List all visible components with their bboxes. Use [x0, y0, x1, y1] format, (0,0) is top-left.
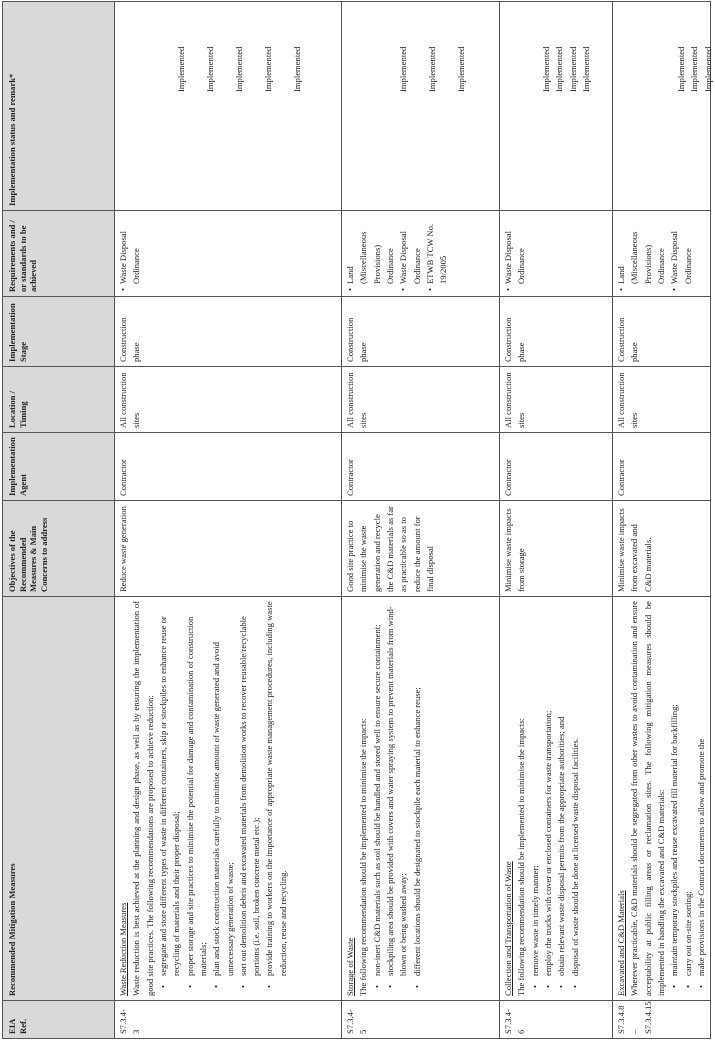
measure-intro: Wherever practicable, C&D materials should be segregated from other wastes to avoid contamination and ensure acceptability at public filling areas or reclamation sites. The following mitigation measures should be implemented in handling the excavated and C&D materials:: [629, 601, 666, 996]
status-text: Implemented: [554, 46, 565, 92]
location-cell: All construction sites: [115, 367, 342, 433]
list-item: • make provisions in the Contract documents to allow and promote the: [695, 601, 708, 976]
list-item: • provide training to workers on the importance of appropriate waste management procedures, including waste reduction, reuse and recycling.: [263, 601, 290, 976]
status-cell: [342, 2, 500, 211]
header-row: [3, 2, 115, 1039]
measure-intro: The following recommendation should be implemented to minimise the impacts:: [358, 717, 369, 996]
list-item: • carry out on-site sorting;: [682, 601, 695, 976]
measure-title: Collection and Transportation of Waste: [503, 861, 513, 996]
table-row: [342, 2, 500, 1039]
measure-title: Waste Reduction Measures: [118, 902, 128, 996]
ref-cell: S7.3.4-3: [115, 1001, 342, 1039]
requirement-item: • Waste Disposal Ordinance: [502, 215, 529, 284]
list-item: • proper storage and site practices to minimise the potential for damage and contamination of construction materials;: [184, 601, 211, 976]
table-row: [613, 2, 711, 1039]
objectives-cell: Good site practice to minimise the waste generation and recycle the C&D materials as far as practicable so as to reduce the amount for final disposal: [342, 501, 500, 597]
measure-intro: The following recommendation should be implemented to minimise the impacts:: [516, 717, 527, 996]
status-text: Implemented: [676, 46, 686, 92]
table-row: [115, 2, 342, 1039]
status-text: Implemented: [233, 46, 244, 92]
status-text: Implemented: [262, 46, 273, 92]
list-item: • employ the trucks with cover or enclosed containers for waste transportation;: [542, 601, 555, 976]
measure-bullets: [529, 601, 582, 996]
status-text: Implemented: [398, 46, 408, 92]
requirements-cell: [342, 211, 500, 297]
measures-cell: [500, 597, 613, 1001]
requirements-cell: [500, 211, 613, 297]
objectives-cell: Minimise waste impacts from storage: [500, 501, 613, 597]
requirement-item: • Land (Miscellaneous Provisions) Ordinance: [344, 215, 397, 284]
status-text: Implemented: [176, 46, 186, 92]
status-text: Implemented: [580, 46, 591, 92]
stage-cell: Construction phase: [500, 297, 613, 367]
status-text: Implemented: [455, 46, 466, 92]
agent-cell: Contractor: [500, 433, 613, 501]
list-item: • remove waste in timely manner;: [529, 601, 542, 976]
header-stage: Implementation Stage: [3, 297, 115, 367]
header-agent: Implementation Agent: [3, 433, 115, 501]
list-item: • obtain relevant waste disposal permits from the appropriate authorities; and: [555, 601, 568, 976]
requirements-cell: [613, 211, 711, 297]
stage-cell: Construction phase: [613, 297, 711, 367]
measure-intro: Waste reduction is best achieved at the planning and design phase, as well as by ensuring the implementation of good site practices. The following recommendations are proposed to achieve reduction:: [131, 601, 155, 996]
location-cell: All construction sites: [613, 367, 711, 433]
requirement-item: • Land (Miscellaneous Provisions) Ordinance: [615, 215, 668, 284]
list-item: • different locations should be designated to stockpile each material to enhance reuse;: [411, 601, 424, 976]
ref-cell: S7.3.4.8 – S7.3.4.15: [613, 1001, 711, 1039]
table-row: [500, 2, 613, 1039]
measure-title: Storage of Waste: [345, 937, 355, 996]
header-requirements: Requirements and / or standards to be achieved: [3, 211, 115, 297]
status-text: Implemented: [204, 46, 215, 92]
location-cell: All construction sites: [342, 367, 500, 433]
requirement-item: • ETWB TCW No. 19/2005: [424, 215, 451, 284]
measure-bullets: [668, 601, 708, 996]
location-cell: All construction sites: [500, 367, 613, 433]
objectives-cell: Minimise waste impacts from excavated and C&D materials.: [613, 501, 711, 597]
ref-cell: S7.3.4-5: [342, 1001, 500, 1039]
header-location: Location / Timing: [3, 367, 115, 433]
mitigation-measures-table: [2, 1, 711, 1039]
status-text: Implemented: [567, 46, 578, 92]
status-cell: [500, 2, 613, 211]
status-cell: [115, 2, 342, 211]
agent-cell: Contractor: [115, 433, 342, 501]
status-text: Implemented: [426, 46, 437, 92]
agent-cell: Contractor: [342, 433, 500, 501]
list-item: • plan and stock construction materials carefully to minimise amount of waste generated and avoid unnecessary generation of waste;: [210, 601, 237, 976]
requirements-cell: [115, 211, 342, 297]
status-text: Implemented: [689, 46, 700, 92]
measure-title: Excavated and C&D Materials: [616, 890, 626, 996]
list-item: • non-inert C&D materials such as soil should be handled and stored well to ensure secure containment;: [371, 601, 384, 976]
agent-cell: Contractor: [613, 433, 711, 501]
status-text: Implemented: [702, 46, 713, 92]
objectives-cell: Reduce waste generation: [115, 501, 342, 597]
measure-bullets: [371, 601, 424, 996]
stage-cell: Construction phase: [115, 297, 342, 367]
measures-cell: [342, 597, 500, 1001]
requirement-item: • Waste Disposal Ordinance: [668, 215, 695, 284]
list-item: • disposal of waste should be done at licensed waste disposal facilities.: [569, 601, 582, 976]
header-objectives: Objectives of the Recommended Measures & Main Concerns to address: [3, 501, 115, 597]
list-item: • sort out demolition debris and excavated materials from demolition works to recover reusable/recyclable portions (i.e. soil, broken concrete metal etc.);: [237, 601, 264, 976]
measures-cell: [115, 597, 342, 1001]
status-text: Implemented: [541, 46, 551, 92]
list-item: • stockpiling area should be provided with covers and water spraying system to prevent materials from wind-blown or being washed away;: [384, 601, 411, 976]
header-ref: EIA Ref.: [3, 1001, 115, 1039]
requirement-item: • Waste Disposal Ordinance: [117, 215, 144, 284]
requirement-item: • Waste Disposal Ordinance: [397, 215, 424, 284]
measures-cell: [613, 597, 711, 1001]
header-measures: Recommended Mitigation Measures: [3, 597, 115, 1001]
ref-cell: S7.3.4-6: [500, 1001, 613, 1039]
list-item: • segregate and store different types of waste in different containers, skip or stockpiles to enhance reuse or recycling of materials and their proper disposal;: [157, 601, 184, 976]
measure-bullets: [157, 601, 290, 996]
status-text: Implemented: [291, 46, 302, 92]
list-item: • maintain temporary stockpiles and reuse excavated fill material for backfilling;: [668, 601, 681, 976]
header-status: Implementation status and remark*: [3, 2, 115, 211]
status-cell: [613, 2, 711, 211]
stage-cell: Construction phase: [342, 297, 500, 367]
